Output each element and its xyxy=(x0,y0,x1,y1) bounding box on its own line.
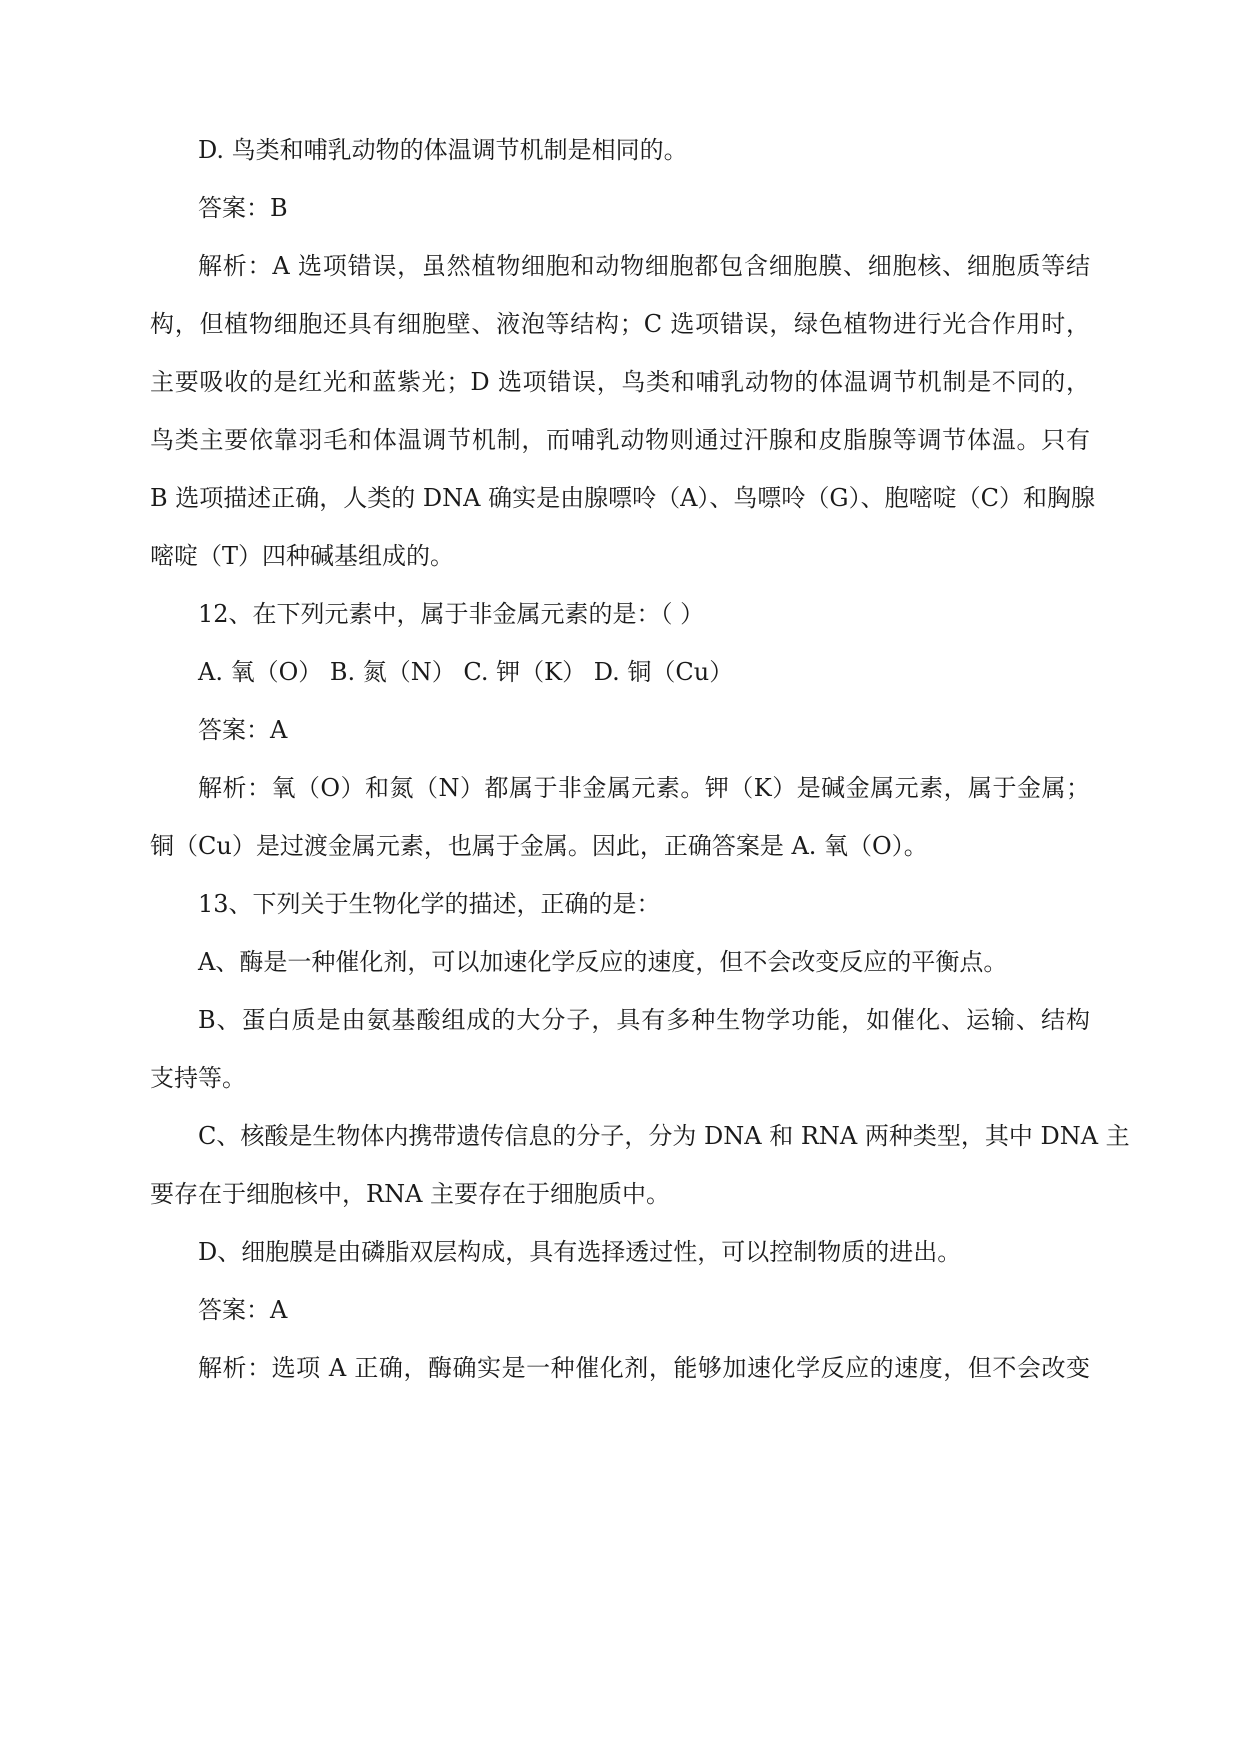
explanation-line: 鸟类主要依靠羽毛和体温调节机制，而哺乳动物则通过汗腺和皮脂腺等调节体温。只有 xyxy=(150,426,1090,454)
option-b-text-cont: 支持等。 xyxy=(150,1064,246,1092)
option-d-text: D. 鸟类和哺乳动物的体温调节机制是相同的。 xyxy=(198,136,688,164)
question-13-stem: 13、下列关于生物化学的描述，正确的是： xyxy=(198,890,661,918)
option-d-text: D、细胞膜是由磷脂双层构成，具有选择透过性，可以控制物质的进出。 xyxy=(198,1238,962,1266)
explanation-line: 构，但植物细胞还具有细胞壁、液泡等结构；C 选项错误，绿色植物进行光合作用时， xyxy=(150,310,1090,338)
explanation-line: 铜（Cu）是过渡金属元素，也属于金属。因此，正确答案是 A. 氧（O）。 xyxy=(150,832,928,860)
explanation-line: B 选项描述正确，人类的 DNA 确实是由腺嘌呤（A）、鸟嘌呤（G）、胞嘧啶（C）和胸腺 xyxy=(150,484,1095,512)
explanation-line: 解析：A 选项错误，虽然植物细胞和动物细胞都包含细胞膜、细胞核、细胞质等结 xyxy=(198,252,1090,280)
answer-line: 答案：A xyxy=(198,716,288,744)
explanation-line: 解析：选项 A 正确，酶确实是一种催化剂，能够加速化学反应的速度，但不会改变 xyxy=(198,1354,1090,1382)
explanation-line: 嘧啶（T）四种碱基组成的。 xyxy=(150,542,455,570)
answer-line: 答案：A xyxy=(198,1296,288,1324)
question-12-options: A. 氧（O） B. 氮（N） C. 钾（K） D. 铜（Cu） xyxy=(198,658,734,686)
option-a-text: A、酶是一种催化剂，可以加速化学反应的速度，但不会改变反应的平衡点。 xyxy=(198,948,1008,976)
option-b-text: B、蛋白质是由氨基酸组成的大分子，具有多种生物学功能，如催化、运输、结构 xyxy=(198,1006,1090,1034)
option-c-text: C、核酸是生物体内携带遗传信息的分子，分为 DNA 和 RNA 两种类型，其中 DNA 主 xyxy=(198,1122,1130,1150)
explanation-line: 解析：氧（O）和氮（N）都属于非金属元素。钾（K）是碱金属元素，属于金属； xyxy=(198,774,1090,802)
explanation-line: 主要吸收的是红光和蓝紫光；D 选项错误，鸟类和哺乳动物的体温调节机制是不同的， xyxy=(150,368,1090,396)
answer-line: 答案：B xyxy=(198,194,288,222)
question-12-stem: 12、在下列元素中，属于非金属元素的是：（ ） xyxy=(198,600,705,628)
option-c-text-cont: 要存在于细胞核中，RNA 主要存在于细胞质中。 xyxy=(150,1180,671,1208)
